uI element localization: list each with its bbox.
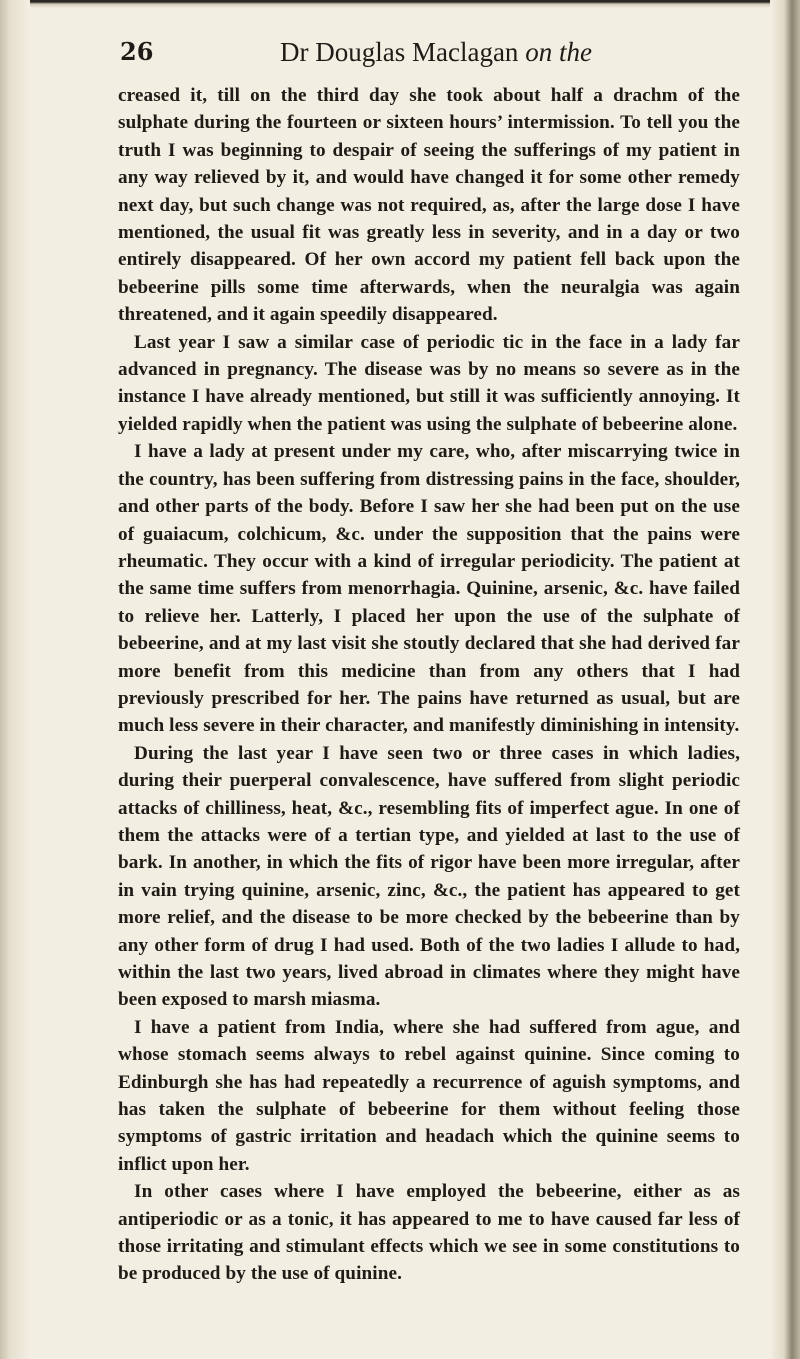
paragraph-india-patient: I have a patient from India, where she had suffered from ague, and whose stomach seems always to rebel against quinine. Since coming to Edinburgh she has had repeatedly a recurrence of aguish symptoms, and has taken the sulphate of bebeerine for them without feeling those symptoms of gastric irritation and headach which the quinine seems to inflict upon her.: [118, 1016, 740, 1175]
paragraph-miscarriage-case: I have a lady at present under my care, who, after miscarrying twice in the country, has been suffering from distressing pains in the face, shoulder, and other parts of the body. Before I saw her she had been put on the use of guaiacum, colchicum, &c. under the supposition that the pains were rheumatic. They occur with a kind of irregular periodicity. The patient at the same time suffers from menorrhagia. Quinine, arsenic, &c. have failed to relieve her. Latterly, I placed her upon the use of the sulphate of bebeerine, and at my last visit she stoutly declared that she had derived far more benefit from this medicine than from any others that I had previously prescribed for her. The pains have returned as usual, but are much less severe in their character, and manifestly diminishing in intensity.: [118, 441, 740, 737]
running-head-italic: on the: [525, 37, 592, 67]
page-number: 26: [120, 37, 154, 66]
paragraph-other-cases: In other cases where I have employed the bebeerine, either as as antiperiodic or as a tonic, it has appeared to me to have caused far less of those irritating and stimulant effects which we see in some constitutions to be produced by the use of quinine.: [118, 1181, 740, 1285]
running-head-author: Dr Douglas Maclagan: [280, 37, 519, 67]
page-header: [120, 36, 760, 76]
paragraph-tic-case: Last year I saw a similar case of periodic tic in the face in a lady far advanced in pregnancy. The disease was by no means so severe as in the instance I have already mentioned, but still it was sufficiently annoying. It yielded rapidly when the patient was using the sulphate of bebeerine alone.: [118, 331, 740, 435]
paragraph-continuation: creased it, till on the third day she took about half a drachm of the sulphate during the fourteen or sixteen hours’ intermission. To tell you the truth I was beginning to despair of seeing the sufferings of my patient in any way relieved by it, and would have changed it for some other remedy next day, but such change was not required, as, after the large dose I have mentioned, the usual fit was greatly less in severity, and in a day or two entirely disappeared. Of her own accord my patient fell back upon the bebeerine pills some time afterwards, when the neuralgia was again threatened, and it again speedily disappeared.: [118, 85, 740, 326]
binding-shadow: [0, 0, 30, 1359]
paragraph-puerperal-cases: During the last year I have seen two or three cases in which ladies, during their puerperal convalescence, have suffered from slight periodic attacks of chilliness, heat, &c., resembling fits of imperfect ague. In one of them the attacks were of a tertian type, and yielded at last to the use of bark. In another, in which the fits of rigor have been more irregular, after in vain trying quinine, arsenic, zinc, &c., the patient has appeared to get more relief, and the disease to be more checked by the bebeerine than by any other form of drug I had used. Both of the two ladies I allude to had, within the last two years, lived abroad in climates where they might have been exposed to marsh miasma.: [118, 742, 740, 1011]
top-page-edge: [0, 0, 800, 8]
running-head: [280, 36, 592, 68]
right-page-edge: [770, 0, 800, 1359]
body-text: [118, 82, 740, 1288]
